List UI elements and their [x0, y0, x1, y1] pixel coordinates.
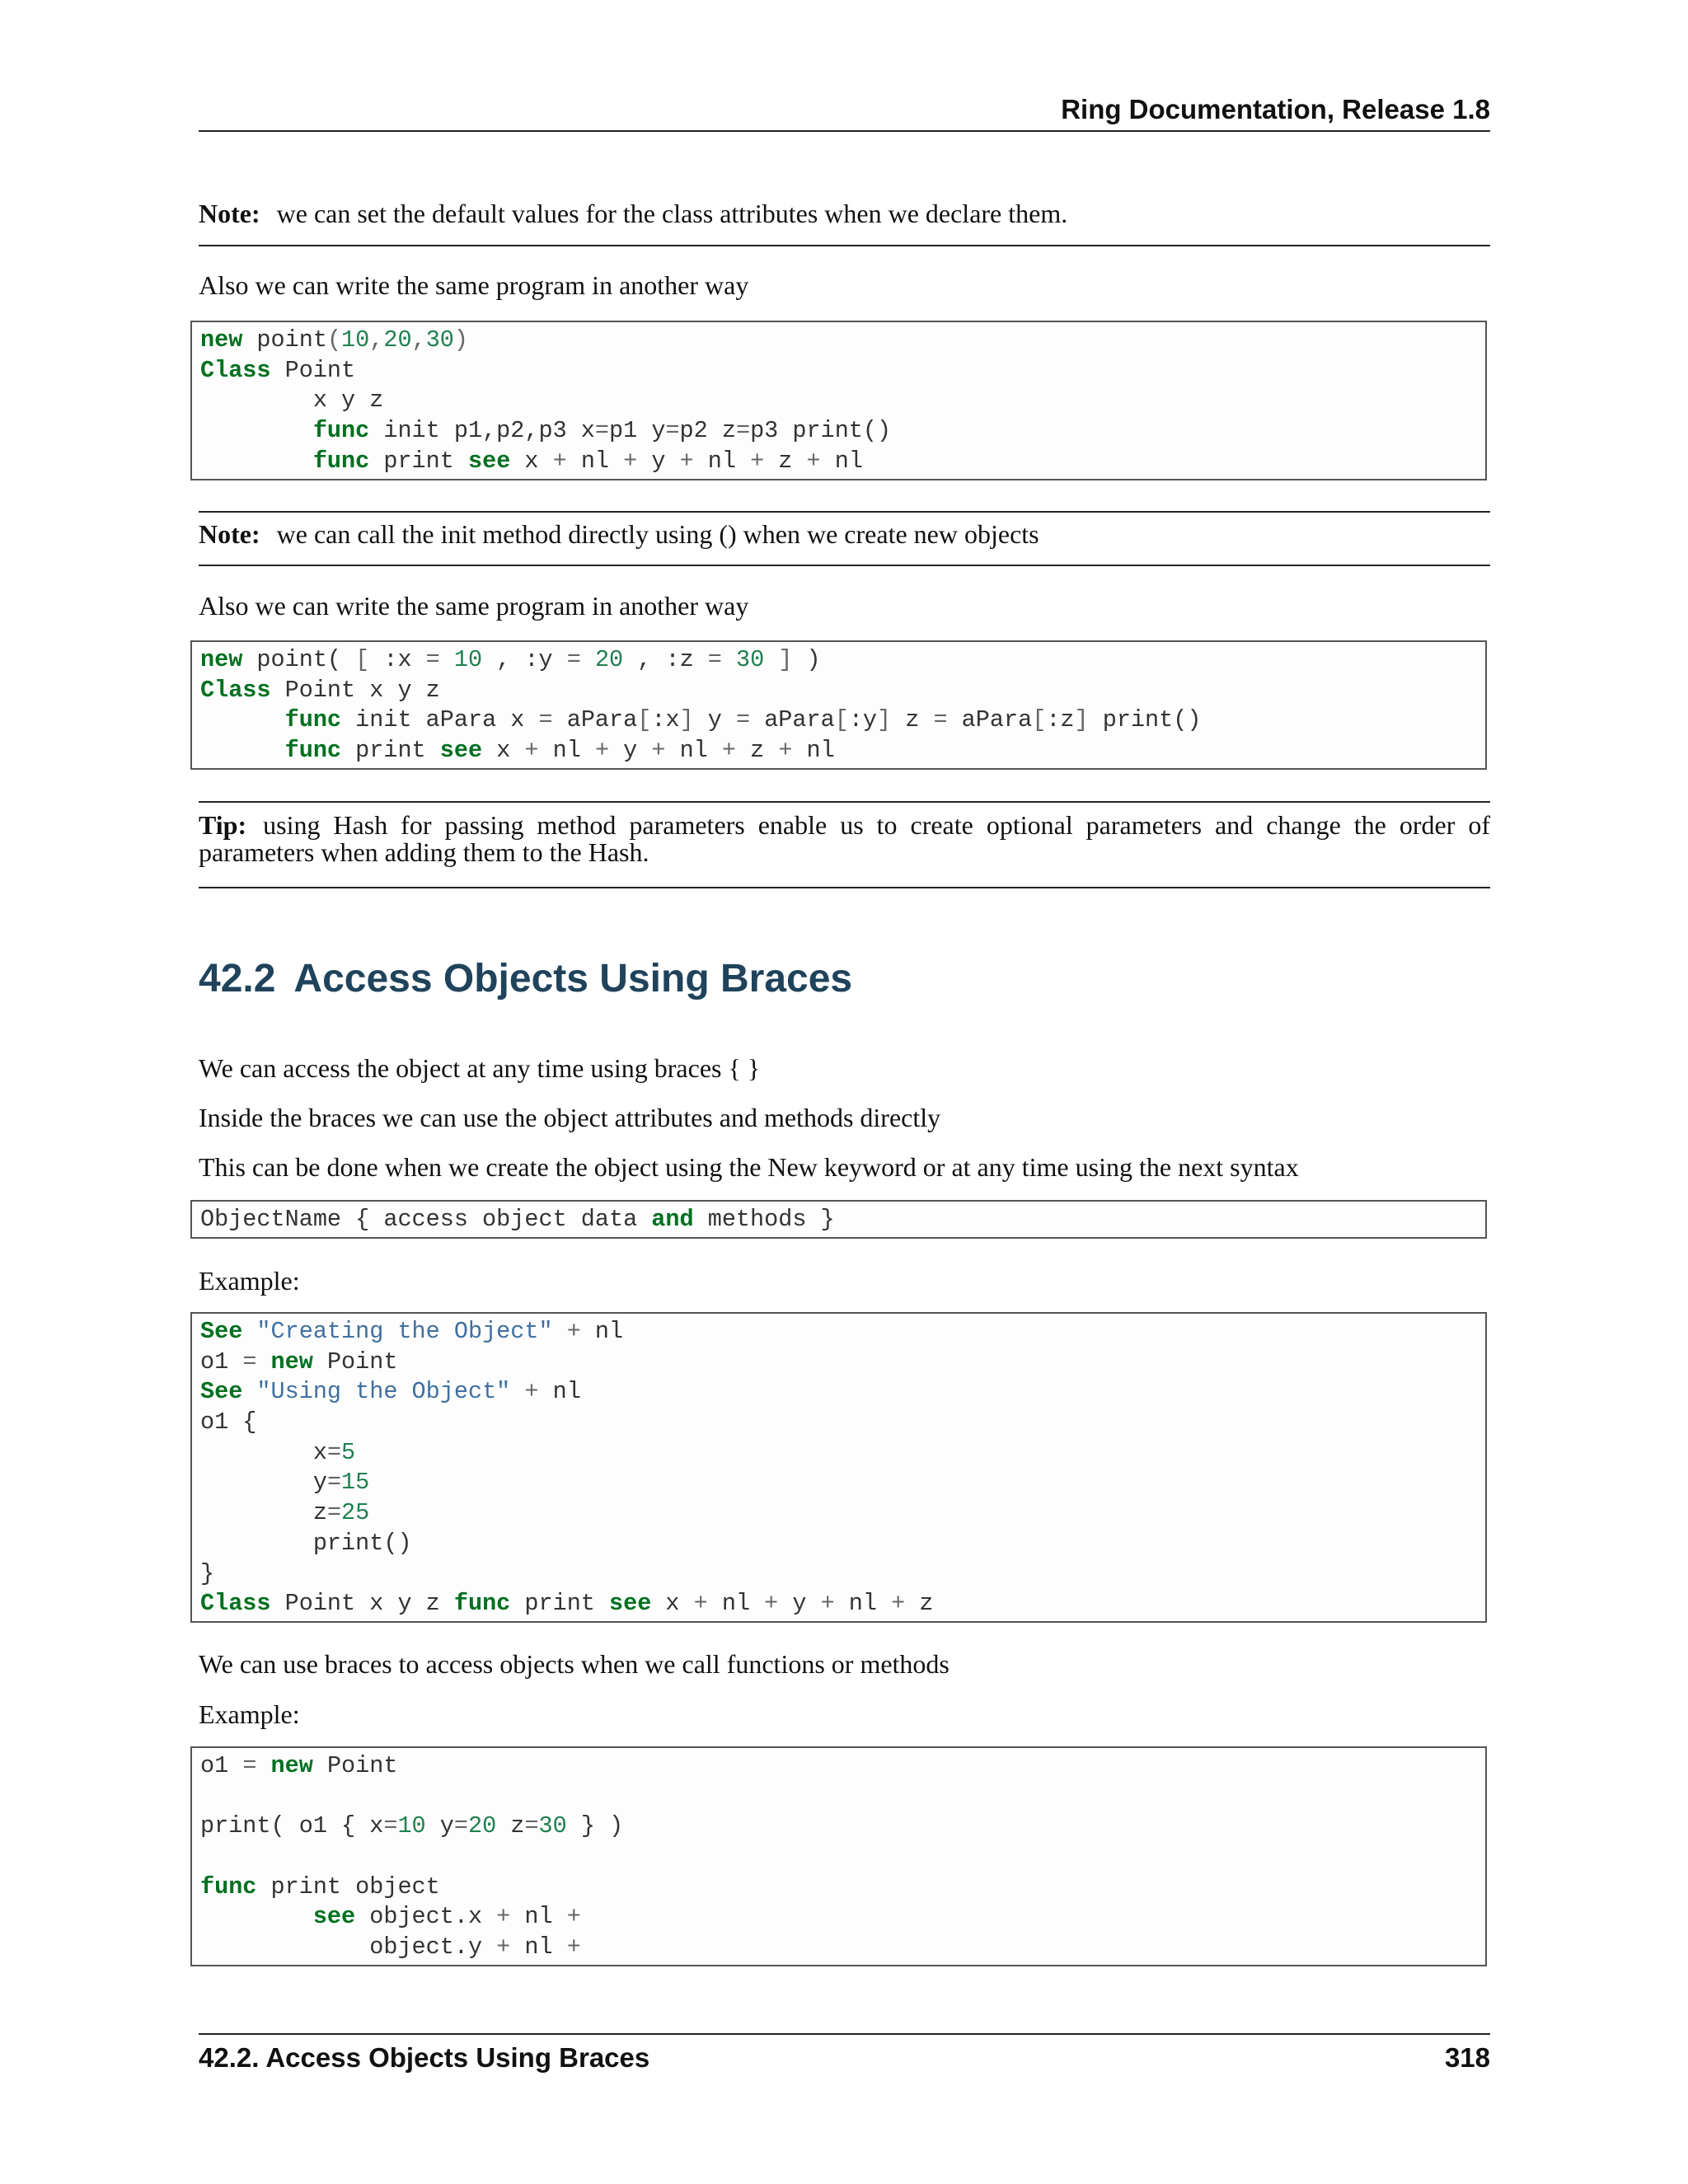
code-operator: =: [383, 1812, 398, 1840]
code-text: point: [242, 326, 327, 354]
code-number: 10: [397, 1812, 426, 1840]
tip-label: Tip:: [199, 810, 247, 840]
code-text: z: [891, 706, 934, 734]
code-text: nl: [792, 737, 835, 765]
code-operator: =: [524, 1812, 539, 1840]
code-operator: +: [778, 737, 793, 765]
code-keyword: func: [284, 737, 342, 765]
code-number: 15: [341, 1469, 370, 1497]
code-line: [200, 326, 1477, 356]
code-operator: =: [735, 417, 751, 445]
code-operator: +: [594, 737, 610, 765]
code-keyword: see: [439, 737, 483, 765]
footer-divider: [199, 2033, 1490, 2035]
code-operator: +: [693, 1590, 708, 1618]
code-block: [190, 1746, 1487, 1966]
code-keyword: see: [467, 447, 511, 475]
code-operator: [: [834, 706, 849, 734]
code-text: :z: [1046, 706, 1075, 734]
paragraph: We can use braces to access objects when we call functions or methods: [199, 1649, 950, 1679]
code-line: [200, 1811, 1477, 1842]
document-page: [199, 0, 1490, 2184]
code-number: 20: [383, 326, 412, 354]
code-operator: +: [891, 1590, 906, 1618]
code-text: p1 y: [609, 417, 666, 445]
code-line: [200, 1902, 1477, 1933]
code-text: print object: [256, 1872, 440, 1900]
code-block: [190, 1312, 1487, 1623]
code-text: [200, 1903, 313, 1930]
code-operator: +: [566, 1903, 581, 1931]
code-text: :y: [848, 706, 878, 734]
note-body: [199, 200, 1490, 227]
code-text: y: [200, 1469, 327, 1497]
code-line: [200, 1498, 1477, 1529]
page-number: 318: [1444, 2042, 1490, 2073]
code-number: 20: [468, 1812, 497, 1840]
code-operator: +: [496, 1903, 511, 1931]
code-number: 10: [453, 646, 483, 673]
note-label: Note:: [199, 519, 260, 549]
paragraph: Example:: [199, 1699, 300, 1729]
code-line: [200, 1377, 1477, 1408]
code-keyword: Class: [200, 1590, 271, 1618]
code-text: z: [496, 1812, 525, 1840]
code-string: "Using the Object": [256, 1378, 511, 1406]
code-number: 30: [425, 326, 454, 354]
code-text: o1: [200, 1347, 243, 1376]
code-text: aPara: [947, 706, 1033, 734]
code-operator: ,: [369, 326, 384, 354]
code-text: [200, 737, 285, 764]
code-line: [200, 1205, 1477, 1235]
code-keyword: Class: [200, 356, 271, 384]
code-line: [200, 1872, 1477, 1903]
code-line: [200, 645, 1477, 676]
code-text: object.y: [200, 1933, 497, 1961]
code-operator: =: [566, 646, 581, 673]
section-title-text: Access Objects Using Braces: [293, 957, 853, 1001]
paragraph: We can access the object at any time using braces { }: [199, 1053, 761, 1083]
code-keyword: see: [312, 1903, 356, 1931]
code-text: object.x: [355, 1903, 497, 1931]
code-text: y: [609, 737, 652, 765]
note-admonition: [199, 521, 1490, 548]
code-operator: +: [524, 737, 539, 765]
code-keyword: new: [270, 1347, 313, 1376]
code-line: [200, 416, 1477, 447]
code-operator: =: [665, 417, 680, 445]
code-text: } ): [566, 1812, 624, 1840]
code-operator: +: [623, 447, 638, 475]
code-operator: +: [679, 447, 694, 475]
code-operator: +: [566, 1933, 581, 1961]
code-string: "Creating the Object": [256, 1318, 553, 1345]
code-operator: +: [806, 447, 821, 475]
code-line: [200, 705, 1477, 736]
code-text: aPara: [750, 706, 835, 734]
code-block: [190, 321, 1487, 480]
code-text: [200, 417, 313, 444]
code-keyword: See: [200, 1378, 243, 1406]
code-text: ): [792, 646, 821, 673]
code-text: y: [778, 1590, 821, 1618]
code-text: nl: [820, 447, 863, 475]
section-heading: [199, 956, 852, 1001]
code-keyword: func: [453, 1590, 511, 1618]
code-keyword: func: [312, 447, 370, 475]
code-line: [200, 1438, 1477, 1469]
code-text: p3 print(): [750, 417, 892, 445]
code-text: :x: [369, 646, 426, 673]
code-text: , :z: [623, 646, 708, 673]
code-number: 20: [594, 646, 624, 673]
code-operator: =: [326, 1469, 342, 1497]
note-text: we can set the default values for the class attributes when we declare them.: [276, 199, 1068, 228]
code-line: [200, 1529, 1477, 1559]
code-text: point(: [242, 646, 356, 673]
code-operator: =: [242, 1347, 257, 1376]
code-text: print: [369, 447, 468, 475]
code-operator: =: [453, 1812, 468, 1840]
code-line: [200, 1589, 1477, 1619]
code-text: [256, 1348, 270, 1376]
code-text: init aPara x: [341, 706, 539, 734]
code-operator: =: [425, 646, 440, 673]
code-operator: +: [552, 447, 567, 475]
code-text: x: [482, 737, 525, 765]
code-operator: =: [538, 706, 553, 734]
paragraph: Example:: [199, 1266, 300, 1296]
note-admonition: [199, 200, 1490, 227]
code-text: nl: [707, 1590, 765, 1618]
code-text: nl: [580, 1318, 624, 1345]
running-header: Ring Documentation, Release 1.8: [1061, 94, 1490, 124]
code-text: z: [905, 1590, 934, 1618]
code-text: Point: [270, 356, 356, 384]
code-operator: ]: [778, 646, 793, 673]
code-line: [200, 1408, 1477, 1438]
code-line: [200, 1782, 1477, 1812]
code-text: [256, 1752, 270, 1779]
code-text: nl: [566, 447, 624, 475]
code-operator: ,: [411, 326, 426, 354]
code-operator: +: [524, 1378, 539, 1406]
code-text: x: [200, 1438, 327, 1466]
code-text: x: [510, 447, 553, 475]
code-line: [200, 1317, 1477, 1347]
code-text: y: [693, 706, 736, 734]
code-text: , :y: [482, 646, 567, 673]
code-text: Point x y z: [270, 1590, 454, 1618]
code-keyword: func: [312, 417, 370, 445]
code-text: y: [637, 447, 680, 475]
code-text: [242, 1318, 256, 1345]
code-keyword: and: [651, 1206, 694, 1233]
paragraph: This can be done when we create the object using the New keyword or at any time using the next syntax: [199, 1152, 1299, 1182]
note-text: we can call the init method directly using () when we create new objects: [276, 519, 1039, 549]
code-line: [200, 1842, 1477, 1872]
code-text: [200, 448, 313, 475]
code-operator: (: [326, 326, 342, 354]
code-text: [553, 1318, 567, 1345]
code-operator: =: [594, 417, 610, 445]
code-text: x: [651, 1590, 694, 1618]
code-operator: +: [764, 1590, 779, 1618]
footer-section: 42.2. Access Objects Using Braces: [199, 2042, 650, 2073]
code-operator: ]: [679, 706, 694, 734]
code-text: ObjectName { access object data: [200, 1206, 652, 1233]
tip-admonition: [199, 812, 1490, 866]
code-number: 30: [538, 1812, 567, 1840]
header-divider: [199, 130, 1490, 132]
code-keyword: see: [609, 1590, 652, 1618]
code-keyword: Class: [200, 676, 271, 704]
code-text: Point x y z: [270, 676, 440, 704]
code-text: o1: [200, 1752, 243, 1779]
code-text: print: [341, 737, 440, 765]
code-line: [200, 1468, 1477, 1498]
code-number: 25: [341, 1499, 370, 1527]
code-block: [190, 640, 1487, 770]
code-keyword: new: [200, 646, 243, 673]
code-operator: +: [750, 447, 765, 475]
code-operator: =: [326, 1438, 342, 1466]
code-text: print( o1 { x: [200, 1812, 384, 1840]
code-keyword: See: [200, 1318, 243, 1345]
code-line: [200, 1559, 1477, 1590]
code-operator: =: [326, 1499, 342, 1527]
code-operator: ]: [1074, 706, 1089, 734]
code-operator: =: [735, 706, 751, 734]
code-operator: +: [566, 1318, 581, 1345]
code-operator: =: [933, 706, 948, 734]
code-operator: +: [651, 737, 666, 765]
code-operator: [: [1032, 706, 1047, 734]
code-line: [200, 736, 1477, 766]
code-text: x y z: [200, 387, 384, 415]
code-line: [200, 356, 1477, 387]
code-text: init p1,p2,p3 x: [369, 417, 595, 445]
paragraph: Also we can write the same program in another way: [199, 270, 749, 300]
code-operator: ]: [877, 706, 892, 734]
code-text: [440, 646, 454, 673]
code-operator: +: [820, 1590, 835, 1618]
code-text: }: [200, 1559, 215, 1587]
code-text: methods }: [693, 1206, 835, 1233]
code-text: [242, 1378, 256, 1405]
code-text: [510, 1378, 524, 1405]
code-operator: +: [496, 1933, 511, 1961]
code-operator: [: [637, 706, 652, 734]
code-number: 5: [341, 1438, 356, 1466]
code-text: y: [425, 1812, 454, 1840]
code-text: [200, 706, 285, 733]
code-operator: ): [453, 326, 469, 354]
code-text: nl: [665, 737, 722, 765]
code-text: Point: [312, 1347, 398, 1376]
code-text: nl: [693, 447, 751, 475]
code-text: o1 {: [200, 1408, 257, 1436]
tip-text: using Hash for passing method parameters enable us to create optional parameters and change the order of parameters when adding them to the Hash.: [199, 810, 1490, 867]
code-line: [200, 1347, 1477, 1378]
code-text: nl: [510, 1933, 567, 1961]
code-keyword: new: [270, 1752, 313, 1779]
code-text: print(): [200, 1529, 412, 1557]
code-block: [190, 1200, 1487, 1239]
code-text: z: [736, 737, 779, 765]
code-text: print: [510, 1590, 610, 1618]
code-operator: [: [355, 646, 370, 673]
code-number: 10: [341, 326, 370, 354]
code-text: nl: [538, 737, 595, 765]
section-number: 42.2: [199, 957, 276, 1001]
code-keyword: new: [200, 326, 243, 354]
code-text: nl: [538, 1378, 581, 1406]
code-line: [200, 676, 1477, 706]
code-operator: =: [707, 646, 722, 673]
code-text: p2 z: [679, 417, 736, 445]
code-text: print(): [1088, 706, 1202, 734]
code-number: 30: [736, 646, 765, 673]
code-text: :x: [651, 706, 680, 734]
code-text: Point: [312, 1752, 398, 1779]
paragraph: Also we can write the same program in another way: [199, 591, 749, 621]
code-keyword: func: [284, 706, 342, 734]
code-text: nl: [510, 1903, 567, 1931]
code-text: aPara: [552, 706, 638, 734]
note-label: Note:: [199, 199, 260, 228]
code-text: z: [200, 1499, 327, 1527]
code-text: nl: [834, 1590, 892, 1618]
code-text: [581, 646, 595, 673]
code-keyword: func: [200, 1872, 257, 1900]
code-line: [200, 386, 1477, 416]
code-operator: =: [242, 1752, 257, 1779]
code-operator: +: [721, 737, 736, 765]
paragraph: Inside the braces we can use the object attributes and methods directly: [199, 1103, 941, 1132]
code-text: [764, 646, 778, 673]
code-line: [200, 1933, 1477, 1963]
code-text: z: [764, 447, 807, 475]
code-line: [200, 447, 1477, 477]
code-line: [200, 1751, 1477, 1782]
code-text: [722, 646, 736, 673]
